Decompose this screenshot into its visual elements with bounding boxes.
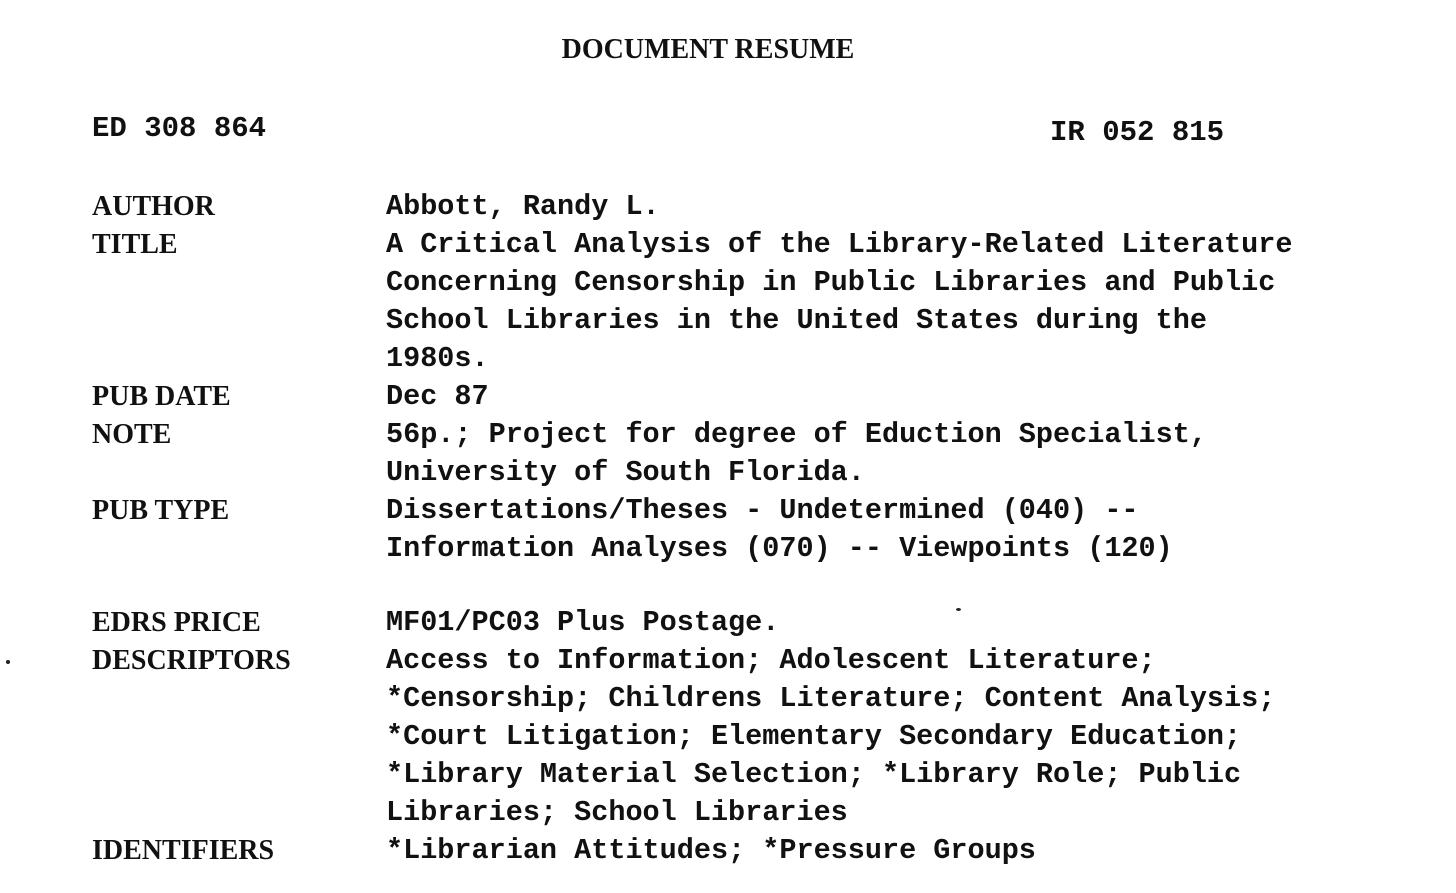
field-value: A Critical Analysis of the Library-Related Literature Concerning Censorship in Public Libraries and Public School Libraries in the United States during the 1980s.: [386, 228, 1293, 375]
field-value: *Librarian Attitudes; *Pressure Groups: [386, 834, 1036, 867]
field-edrs-price: [92, 604, 1432, 642]
accession-number: ED 308 864: [92, 112, 267, 145]
clearinghouse-number: IR 052 815: [1050, 116, 1225, 149]
field-label: PUB TYPE: [92, 495, 230, 526]
scan-speck: [956, 608, 961, 611]
field-label: DESCRIPTORS: [92, 645, 291, 676]
section-spacer: [92, 568, 1432, 604]
field-value: Abbott, Randy L.: [386, 190, 660, 223]
document-heading: DOCUMENT RESUME: [561, 34, 855, 65]
field-value: Dec 87: [386, 380, 489, 413]
field-title: [92, 226, 1432, 378]
field-pub-date: [92, 378, 1432, 416]
scan-speck: [6, 660, 10, 664]
field-label: EDRS PRICE: [92, 607, 261, 638]
field-note: [92, 416, 1432, 492]
field-label: AUTHOR: [92, 191, 215, 222]
field-value: Dissertations/Theses - Undetermined (040) -- Information Analyses (070) -- Viewpoints (120): [386, 494, 1173, 565]
field-label: PUB DATE: [92, 381, 231, 412]
field-label: TITLE: [92, 229, 178, 260]
field-value: Access to Information; Adolescent Literature; *Censorship; Childrens Literature; Content Analysis; *Court Litigation; Elementary Secondary Education; *Library Material Selection; *Library Role; Public Libraries; School Libraries: [386, 644, 1276, 829]
field-author: [92, 188, 1432, 226]
field-label: NOTE: [92, 419, 172, 450]
metadata-fields: [92, 188, 1432, 870]
field-pub-type: [92, 492, 1432, 568]
field-descriptors: [92, 642, 1432, 832]
field-value: 56p.; Project for degree of Eduction Specialist, University of South Florida.: [386, 418, 1207, 489]
field-label: IDENTIFIERS: [92, 835, 275, 866]
field-identifiers: [92, 832, 1432, 870]
field-value: MF01/PC03 Plus Postage.: [386, 606, 780, 639]
